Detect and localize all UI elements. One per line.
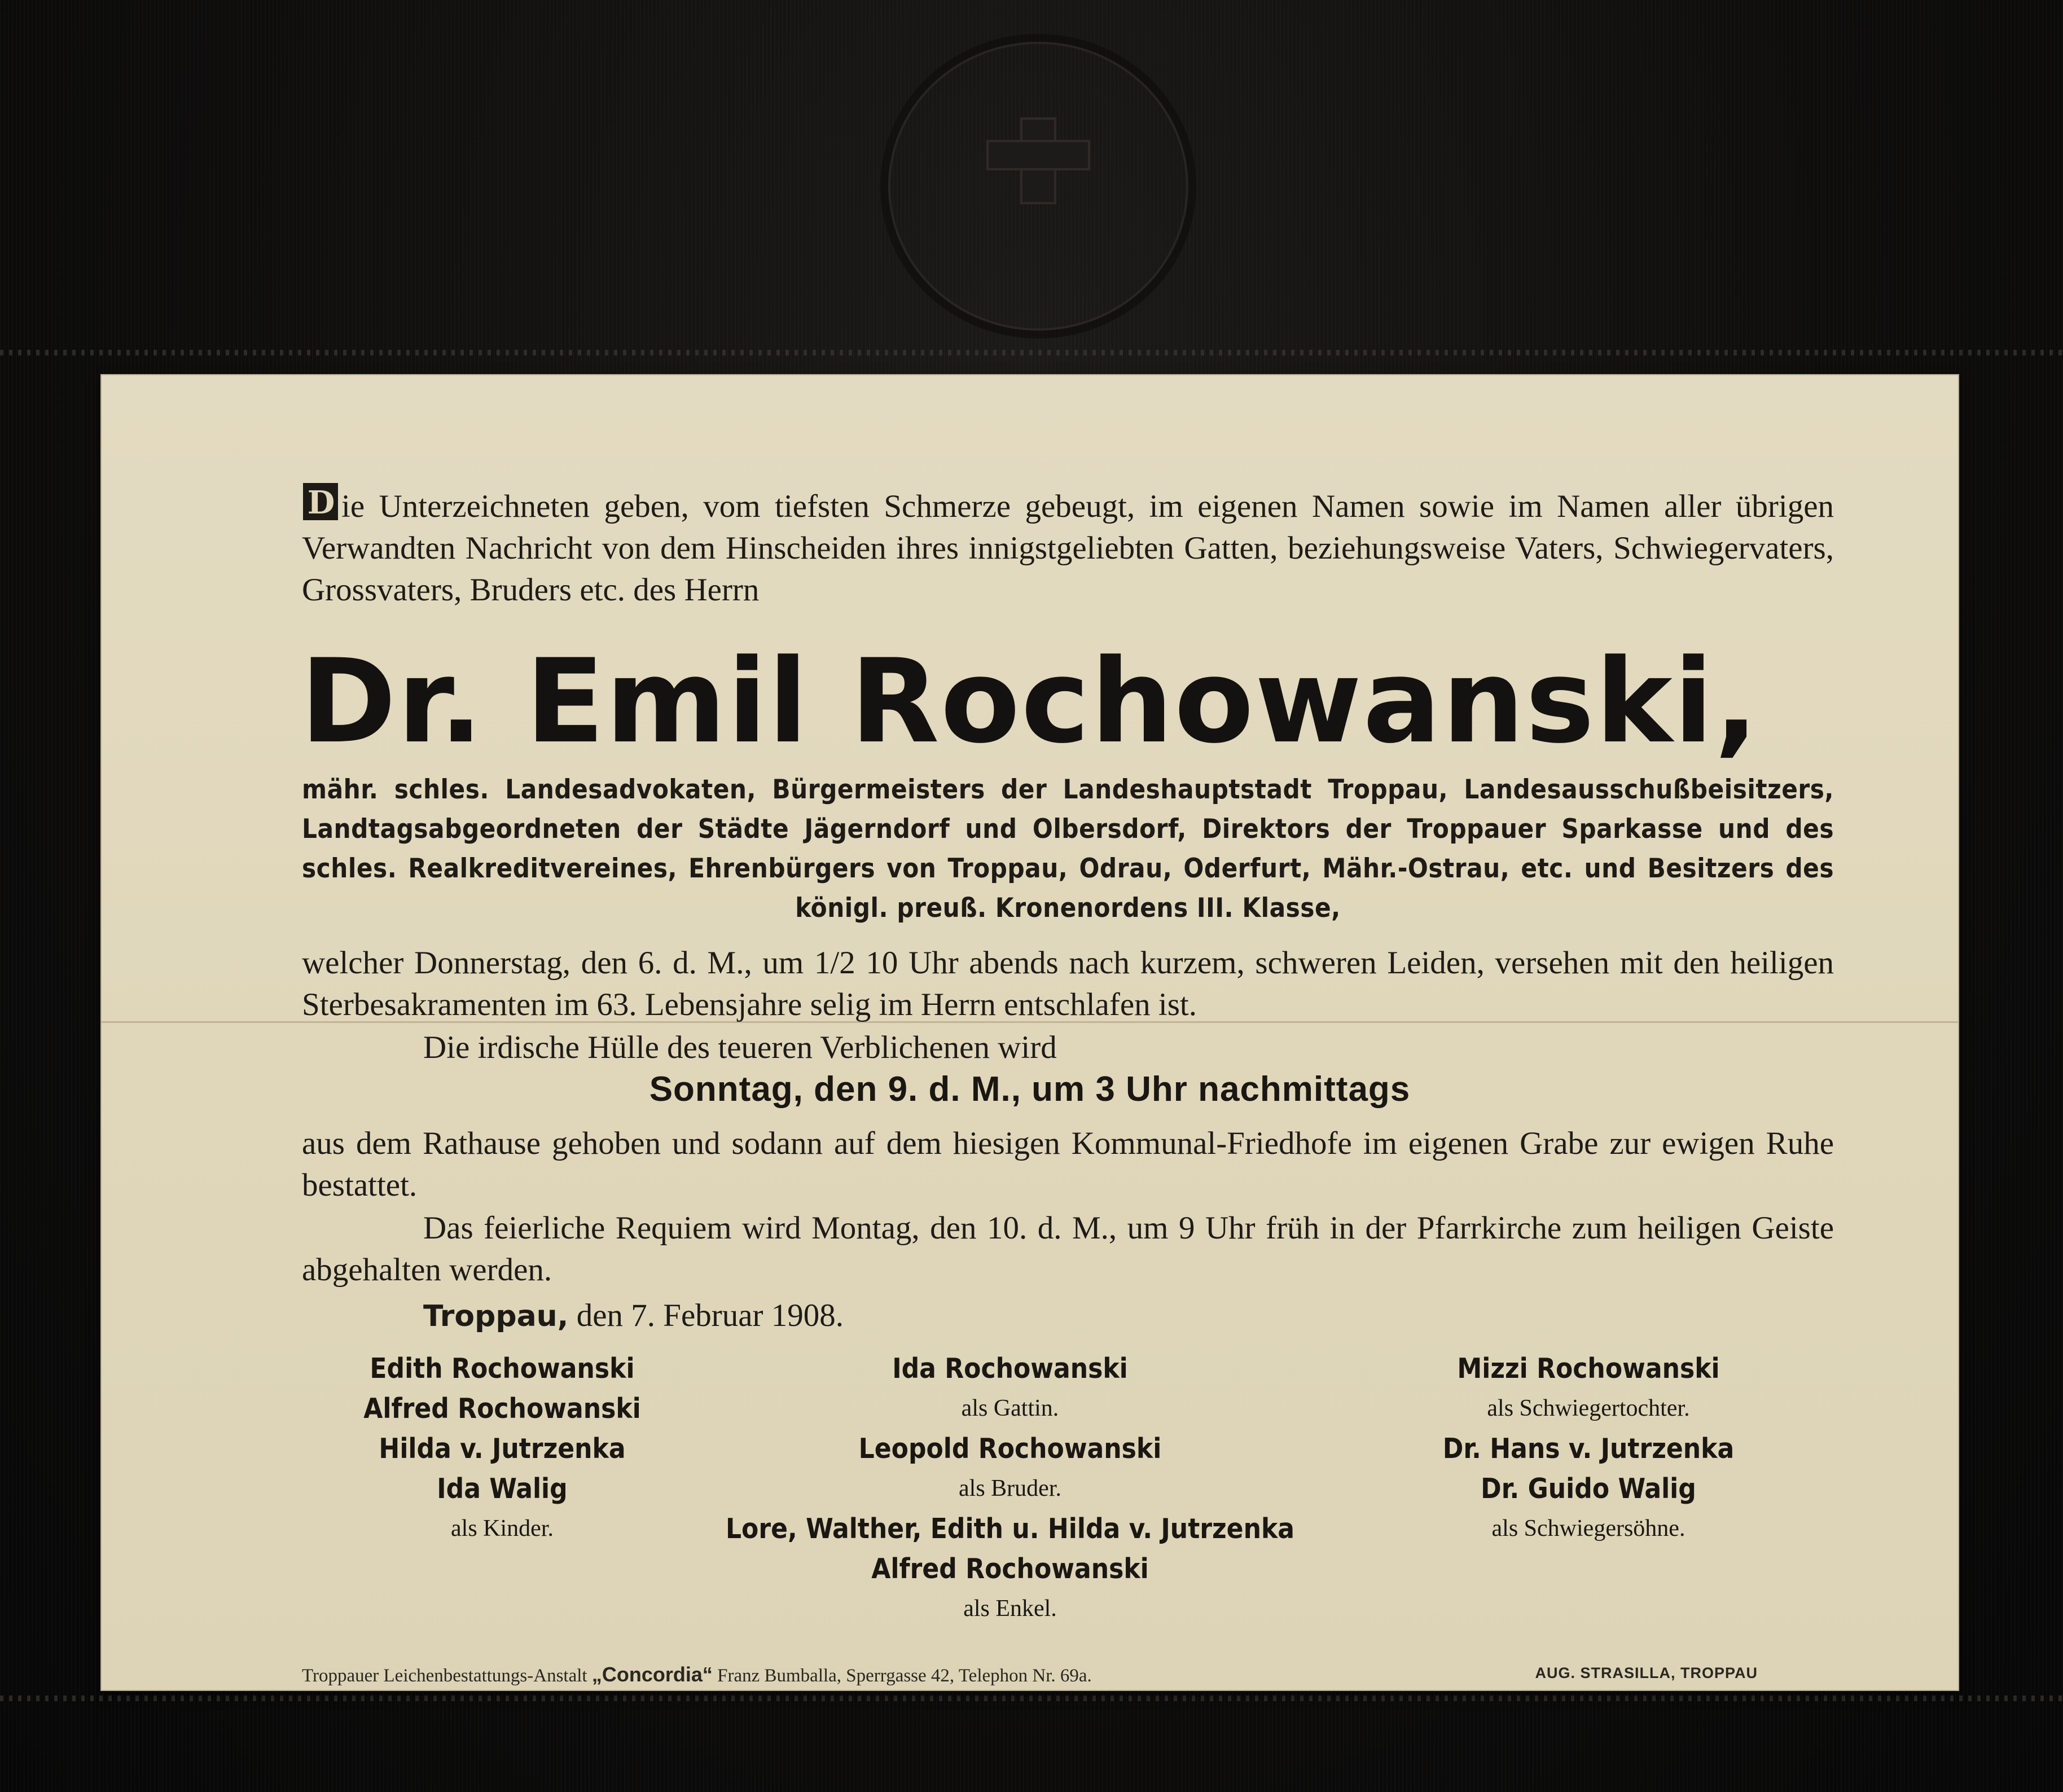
dateline-date: den 7. Februar 1908. xyxy=(576,1298,844,1333)
remains-line: Die irdische Hülle des teueren Verblichenen wird xyxy=(423,1030,1057,1065)
burial-text: aus dem Rathause gehoben und sodann auf dem hiesigen Kommunal-Friedhofe im eigenen Grabe zur ewigen Ruhe bestattet. xyxy=(302,1126,1834,1203)
relation-label: als Schwiegertochter. xyxy=(1487,1395,1690,1421)
signatory-name: Dr. Hans v. Jutrzenka xyxy=(1442,1433,1735,1465)
signatory-name: Alfred Rochowanski xyxy=(363,1393,641,1425)
relation-label: als Bruder. xyxy=(959,1475,1061,1501)
signatory-name: Dr. Guido Walig xyxy=(1481,1473,1696,1505)
signatories-in-laws xyxy=(1337,1349,1840,1549)
stitch-line-bottom xyxy=(0,1696,2063,1701)
requiem-body: Das feierliche Requiem wird Montag, den 10. d. M., um 9 Uhr früh in der Pfarrkirche zum heiligen Geiste abgehalten werden. xyxy=(302,1210,1834,1288)
relation-label: als Gattin. xyxy=(961,1395,1059,1421)
footer-brand: „Concordia“ xyxy=(591,1663,713,1686)
printer-credit: AUG. STRASILLA, TROPPAU xyxy=(1535,1664,1758,1681)
stitch-line-top xyxy=(0,350,2063,355)
relation-label: als Schwiegersöhne. xyxy=(1491,1516,1685,1541)
undertaker-footer xyxy=(302,1663,1092,1686)
relation-label: als Kinder. xyxy=(451,1516,554,1541)
signatory-name: Alfred Rochowanski xyxy=(871,1553,1149,1585)
deceased-name: Dr. Emil Rochowanski, xyxy=(300,635,1759,769)
dateline-place: Troppau, xyxy=(423,1299,569,1333)
funeral-time: Sonntag, den 9. d. M., um 3 Uhr nachmittags xyxy=(649,1070,1411,1109)
dateline xyxy=(302,1295,1955,1337)
relation-label: als Enkel. xyxy=(963,1596,1057,1622)
signatory-name: Lore, Walther, Edith u. Hilda v. Jutrzenka xyxy=(725,1513,1295,1545)
intro-paragraph xyxy=(302,480,1834,611)
signatory-name: Ida Walig xyxy=(437,1473,568,1505)
obituary-card xyxy=(102,375,1958,1690)
intro-text: ie Unterzeichneten geben, vom tiefsten Schmerze gebeugt, im eigenen Namen sowie im Namen aller übrigen Verwandten Nachricht von dem Hinscheiden ihres innigstgeliebten Gatten, beziehungsweise Vaters, Schwiegervaters, Grossvaters, Bruders etc. des Herrn xyxy=(302,489,1834,608)
signatory-name: Hilda v. Jutrzenka xyxy=(379,1433,626,1465)
footer-post: Franz Bumballa, Sperrgasse 42, Telephon Nr. 69a. xyxy=(717,1666,1092,1686)
signatories-children xyxy=(327,1349,677,1549)
decorated-initial xyxy=(302,480,340,521)
signatories-family xyxy=(688,1349,1332,1629)
signatory-name: Ida Rochowanski xyxy=(892,1352,1128,1385)
footer-pre: Troppauer Leichenbestattungs-Anstalt xyxy=(302,1666,587,1686)
signatory-name: Mizzi Rochowanski xyxy=(1457,1352,1720,1385)
requiem-text xyxy=(302,1207,1834,1291)
deceased-titles: mähr. schles. Landesadvokaten, Bürgermeisters der Landeshauptstadt Troppau, Landesausschußbeisitzers, Landtagsabgeordneten der Städte Jägerndorf und Olbersdorf, Direktors der Troppauer Sparkasse und des schles. Realkreditvereines, Ehrenbürgers von Troppau, Odrau, Oderfurt, Mähr.-Ostrau, etc. und Besitzers des königl. preuß. Kronenordens III. Klasse, xyxy=(302,774,1834,924)
signatory-name: Leopold Rochowanski xyxy=(858,1433,1162,1465)
svg-text:D: D xyxy=(307,484,335,521)
signatory-name: Edith Rochowanski xyxy=(370,1352,635,1385)
embossed-cross-seal xyxy=(880,34,1196,339)
death-notice: welcher Donnerstag, den 6. d. M., um 1/2 10 Uhr abends nach kurzem, schweren Leiden, versehen mit den heiligen Sterbesakramenten im 63. Lebensjahre selig im Herrn entschlafen ist. xyxy=(302,945,1834,1022)
